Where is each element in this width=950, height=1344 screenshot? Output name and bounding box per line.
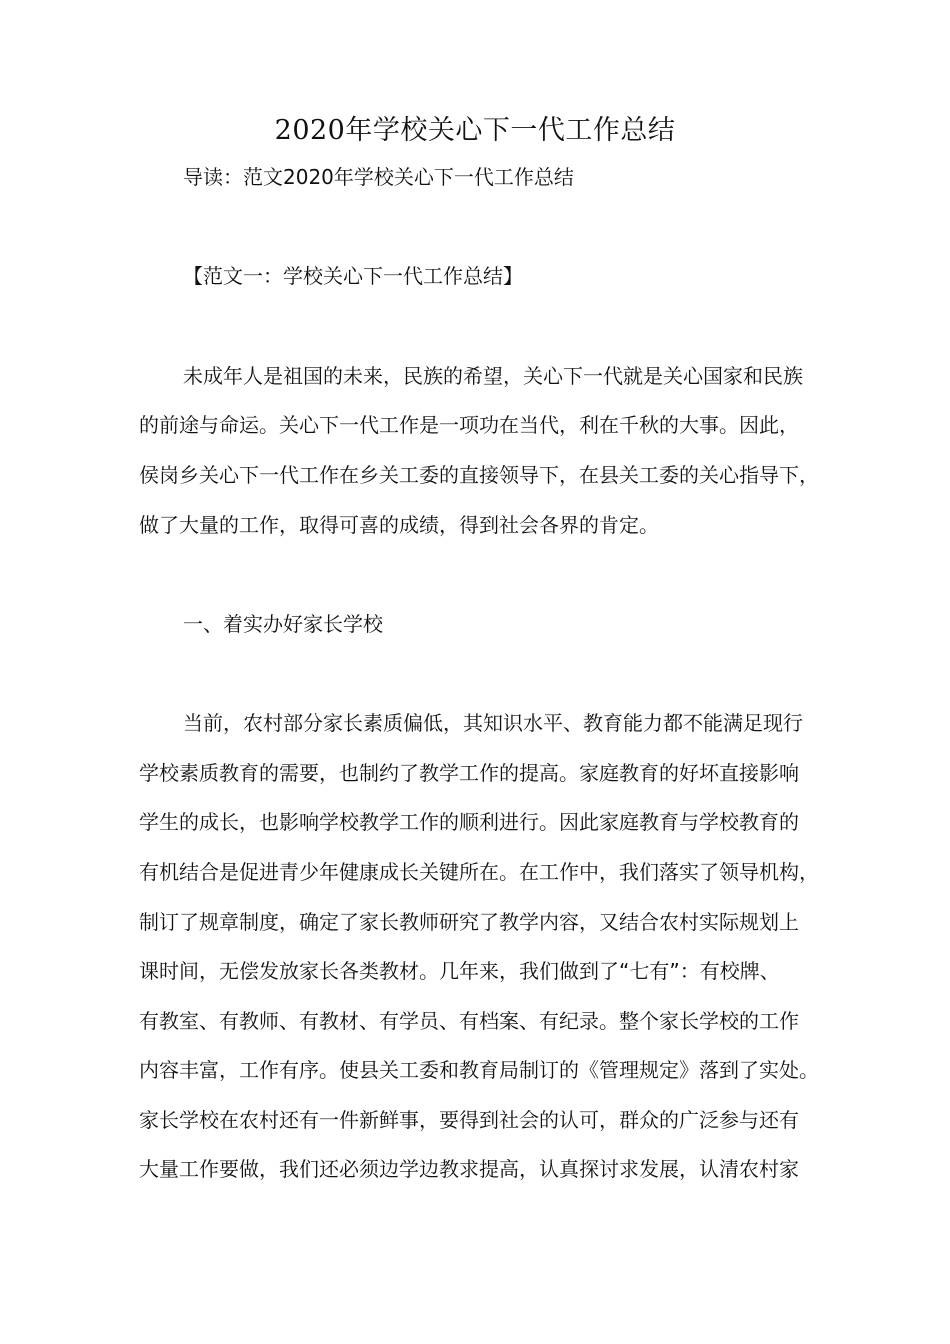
paragraph-line: 内容丰富，工作有序。使县关工委和教育局制订的《管理规定》落到了实处。 [139,1058,819,1082]
paragraph-line: 的前途与命运。关心下一代工作是一项功在当代，利在千秋的大事。因此， [139,413,799,437]
document-title: 2020年学校关心下一代工作总结 [274,115,676,146]
paragraph-line: 制订了规章制度，确定了家长教师研究了教学内容，又结合农村实际规划上 [139,910,799,934]
subheading: 一、着实办好家长学校 [183,612,383,636]
paragraph-line: 学生的成长，也影响学校教学工作的顺利进行。因此家庭教育与学校教育的 [139,810,799,834]
section-heading: 【范文一：学校关心下一代工作总结】 [183,264,523,288]
paragraph-line: 侯岗乡关心下一代工作在乡关工委的直接领导下，在县关工委的关心指导下， [139,463,819,487]
paragraph-line: 当前，农村部分家长素质偏低，其知识水平、教育能力都不能满足现行 [183,711,803,735]
paragraph-line: 大量工作要做，我们还必须边学边教求提高，认真探讨求发展，认清农村家 [139,1157,799,1181]
paragraph-line: 有教室、有教师、有教材、有学员、有档案、有纪录。整个家长学校的工作 [139,1009,799,1033]
intro-line: 导读：范文2020年学校关心下一代工作总结 [183,165,574,189]
paragraph-line: 做了大量的工作，取得可喜的成绩，得到社会各界的肯定。 [139,513,659,537]
paragraph-line: 学校素质教育的需要，也制约了教学工作的提高。家庭教育的好坏直接影响 [139,761,799,785]
paragraph-line: 课时间，无偿发放家长各类教材。几年来，我们做到了“七有”：有校牌、 [139,959,780,983]
paragraph-line: 未成年人是祖国的未来，民族的希望，关心下一代就是关心国家和民族 [183,364,803,388]
paragraph-line: 家长学校在农村还有一件新鲜事，要得到社会的认可，群众的广泛参与还有 [139,1108,799,1132]
paragraph-line: 有机结合是促进青少年健康成长关键所在。在工作中，我们落实了领导机构， [139,860,819,884]
